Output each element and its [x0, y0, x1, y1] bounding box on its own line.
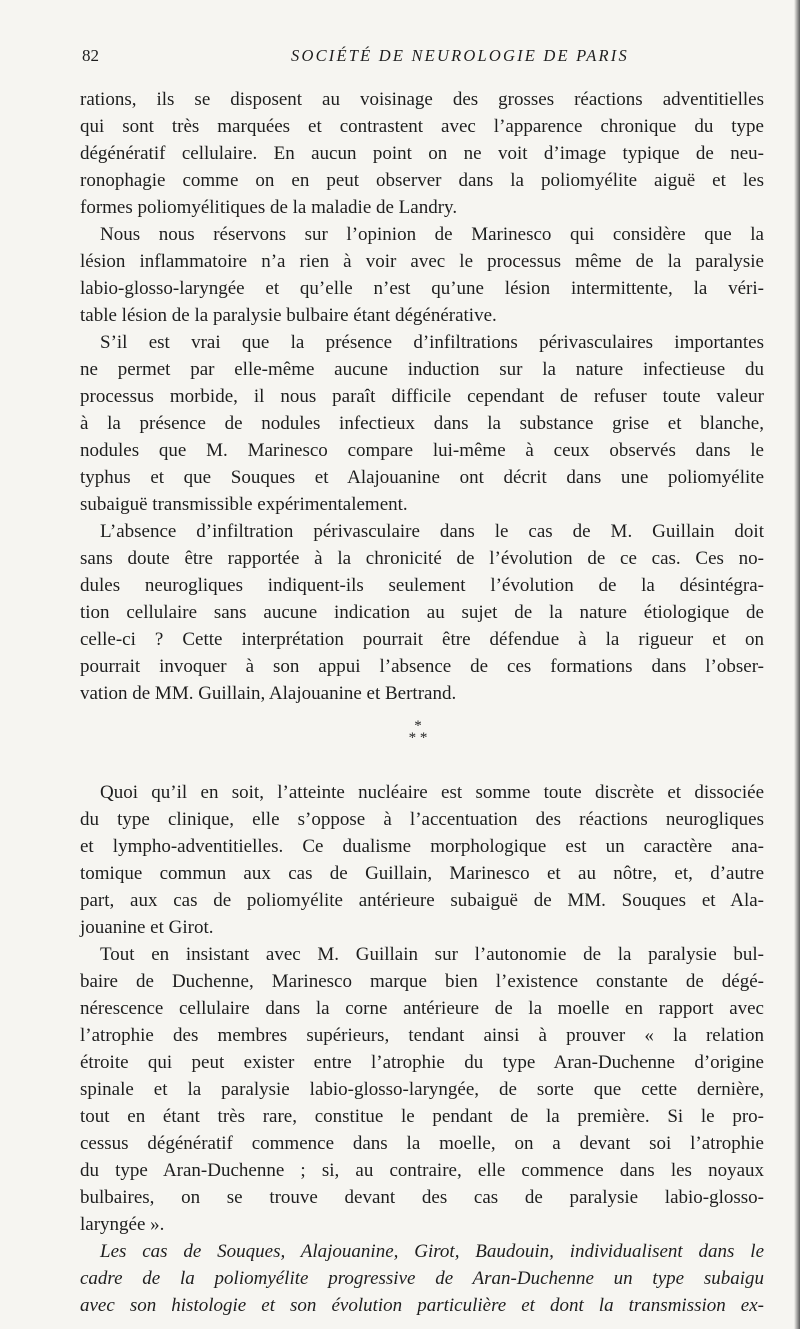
text-line: nodules que M. Marinesco compare lui-même à ceux observés dans le — [80, 440, 764, 461]
text-line: dégénératif cellulaire. En aucun point on ne voit d’image typique de neu- — [80, 143, 764, 164]
paragraph — [80, 1238, 764, 1319]
text-line: baire de Duchenne, Marinesco marque bien l’existence constante de dégé- — [80, 971, 764, 992]
text-line: pourrait invoquer à son appui l’absence de ces formations dans l’obser- — [80, 656, 764, 677]
text-line: sans doute être rapportée à la chronicité de l’évolution de ce cas. Ces no- — [80, 548, 764, 569]
text-line: du type clinique, elle s’oppose à l’accentuation des réactions neurogliques — [80, 809, 764, 830]
page-number: 82 — [82, 46, 99, 65]
text-line: lésion inflammatoire n’a rien à voir avec le processus même de la paralysie — [80, 251, 764, 272]
text-line: dules neurogliques indiquent-ils seulement l’évolution de la désintégra- — [80, 575, 764, 596]
text-line: ronophagie comme on en peut observer dans la poliomyélite aiguë et les — [80, 170, 764, 191]
text-line: du type Aran-Duchenne ; si, au contraire, elle commence dans les noyaux — [80, 1160, 764, 1181]
text-line: Nous nous réservons sur l’opinion de Marinesco qui considère que la — [100, 224, 764, 245]
text-line: ne permet par elle-même aucune induction sur la nature infectieuse du — [80, 359, 764, 380]
text-line: vation de MM. Guillain, Alajouanine et Bertrand. — [80, 683, 457, 704]
text-line: processus morbide, il nous paraît difficile cependant de refuser toute valeur — [80, 386, 764, 407]
paragraph — [80, 221, 764, 329]
text-line: étroite qui peut exister entre l’atrophie du type Aran-Duchenne d’origine — [80, 1052, 764, 1073]
paragraph — [80, 518, 764, 707]
running-title: SOCIÉTÉ DE NEUROLOGIE DE PARIS — [291, 46, 629, 65]
text-line: table lésion de la paralysie bulbaire étant dégénérative. — [80, 305, 497, 326]
text-line: Tout en insistant avec M. Guillain sur l’autonomie de la paralysie bul- — [100, 944, 764, 965]
text-line: spinale et la paralysie labio-glosso-laryngée, de sorte que cette dernière, — [80, 1079, 764, 1100]
text-line: jouanine et Girot. — [80, 917, 214, 938]
text-line: cessus dégénératif commence dans la moelle, on a devant soi l’atrophie — [80, 1133, 764, 1154]
page-header — [80, 46, 770, 72]
text-line: typhus et que Souques et Alajouanine ont décrit dans une poliomyélite — [80, 467, 764, 488]
text-line: L’absence d’infiltration périvasculaire dans le cas de M. Guillain doit — [100, 521, 764, 542]
text-line: Les cas de Souques, Alajouanine, Girot, Baudouin, individualisent dans le — [100, 1241, 764, 1262]
text-line: qui sont très marquées et contrastent avec l’apparence chronique du type — [80, 116, 764, 137]
text-line: cadre de la poliomyélite progressive de Aran-Duchenne un type subaigu — [80, 1268, 764, 1289]
text-line: subaiguë transmissible expérimentalement. — [80, 494, 408, 515]
paragraph — [80, 329, 764, 518]
text-line: avec son histologie et son évolution particulière et dont la transmission ex- — [80, 1295, 764, 1316]
text-line: à la présence de nodules infectieux dans la substance grise et blanche, — [80, 413, 764, 434]
text-line: tomique commun aux cas de Guillain, Marinesco et au nôtre, et, d’autre — [80, 863, 764, 884]
section-separator — [80, 711, 764, 771]
text-line: nérescence cellulaire dans la corne antérieure de la moelle en rapport avec — [80, 998, 764, 1019]
text-line: Quoi qu’il en soit, l’atteinte nucléaire est somme toute discrète et dissociée — [100, 782, 764, 803]
text-line: bulbaires, on se trouve devant des cas de paralysie labio-glosso- — [80, 1187, 764, 1208]
page-edge-shadow — [794, 0, 800, 1329]
text-line: rations, ils se disposent au voisinage des grosses réactions adventitielles — [80, 89, 764, 110]
separator-stars: * * — [408, 730, 428, 746]
separator-star: * — [414, 718, 422, 734]
text-line: formes poliomyélitiques de la maladie de Landry. — [80, 197, 458, 218]
text-line: part, aux cas de poliomyélite antérieure subaiguë de MM. Souques et Ala- — [80, 890, 764, 911]
text-line: S’il est vrai que la présence d’infiltrations périvasculaires importantes — [100, 332, 764, 353]
paragraph — [80, 941, 764, 1238]
paragraph — [80, 86, 764, 221]
text-line: labio-glosso-laryngée et qu’elle n’est qu’une lésion intermittente, la véri- — [80, 278, 764, 299]
text-line: et lympho-adventitielles. Ce dualisme morphologique est un caractère ana- — [80, 836, 764, 857]
text-line: tout en étant très rare, constitue le pendant de la première. Si le pro- — [80, 1106, 764, 1127]
paragraph — [80, 779, 764, 941]
text-line: laryngée ». — [80, 1214, 165, 1235]
text-line: celle-ci ? Cette interprétation pourrait être défendue à la rigueur et on — [80, 629, 764, 650]
text-line: tion cellulaire sans aucune indication au sujet de la nature étiologique de — [80, 602, 764, 623]
body-text — [80, 86, 764, 1319]
text-line: l’atrophie des membres supérieurs, tendant ainsi à prouver « la relation — [80, 1025, 764, 1046]
